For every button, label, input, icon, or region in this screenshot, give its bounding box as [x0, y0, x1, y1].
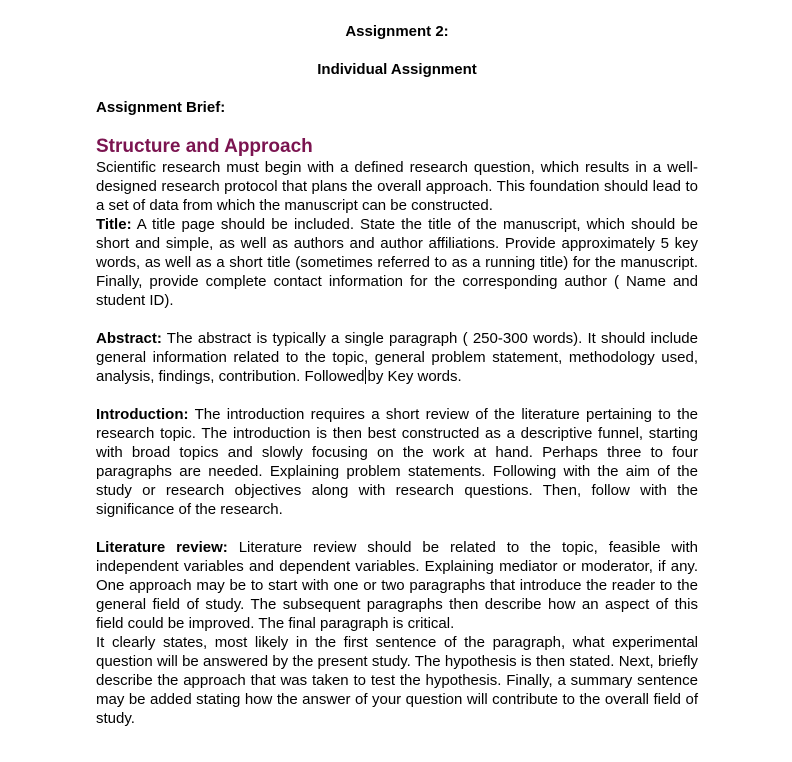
- abstract-text: The abstract is typically a single paragraph ( 250-300 words). It should include general information related to the topic, general problem statement, methodology used, analysis, findings, contribution. Followed: [96, 330, 698, 385]
- literature-review-text: Literature review should be related to the topic, feasible with independent variables and dependent variables. Explaining mediator or moderator, if any. One approach may be to start with one or two paragraphs that introduce the reader to the general field of study. The subsequent paragraphs then describe how an aspect of this field could be improved. The final paragraph is critical.: [96, 539, 698, 632]
- abstract-paragraph: [96, 329, 698, 386]
- abstract-label: Abstract:: [96, 330, 162, 347]
- section-title: Structure and Approach: [96, 136, 313, 157]
- literature-review-paragraph: [96, 538, 698, 633]
- introduction-text: The introduction requires a short review of the literature pertaining to the research topic. The introduction is then best constructed as a descriptive funnel, starting with broad topics and slowly focusing on the work at hand. Perhaps three to four paragraphs are needed. Explaining problem statements. Following with the aim of the study or research objectives along with research questions. Then, follow with the significance of the research.: [96, 406, 698, 518]
- assignment-brief-heading: Assignment Brief:: [96, 99, 226, 116]
- title-text: A title page should be included. State the title of the manuscript, which should be short and simple, as well as authors and author affiliations. Provide approximately 5 key words, as well as a short title (sometimes referred to as a running title) for the manuscript. Finally, provide complete contact information for the corresponding author ( Name and student ID).: [96, 216, 698, 309]
- introduction-label: Introduction:: [96, 406, 189, 423]
- section-intro-paragraph: Scientific research must begin with a defined research question, which results in a well-designed research protocol that plans the overall approach. This foundation should lead to a set of data from which the manuscript can be constructed.: [96, 159, 698, 214]
- introduction-paragraph: [96, 405, 698, 519]
- assignment-type-heading: Individual Assignment: [317, 61, 477, 78]
- title-paragraph: [96, 215, 698, 310]
- abstract-text-end: by Key words.: [367, 368, 462, 385]
- title-label: Title:: [96, 216, 132, 233]
- literature-review-label: Literature review:: [96, 539, 228, 556]
- literature-review-paragraph-2: It clearly states, most likely in the first sentence of the paragraph, what experimental question will be answered by the present study. The hypothesis is then stated. Next, briefly describe the approach that was taken to test the hypothesis. Finally, a summary sentence may be added stating how the answer of your question will contribute to the overall field of study.: [96, 634, 698, 727]
- assignment-number-heading: Assignment 2:: [345, 23, 449, 40]
